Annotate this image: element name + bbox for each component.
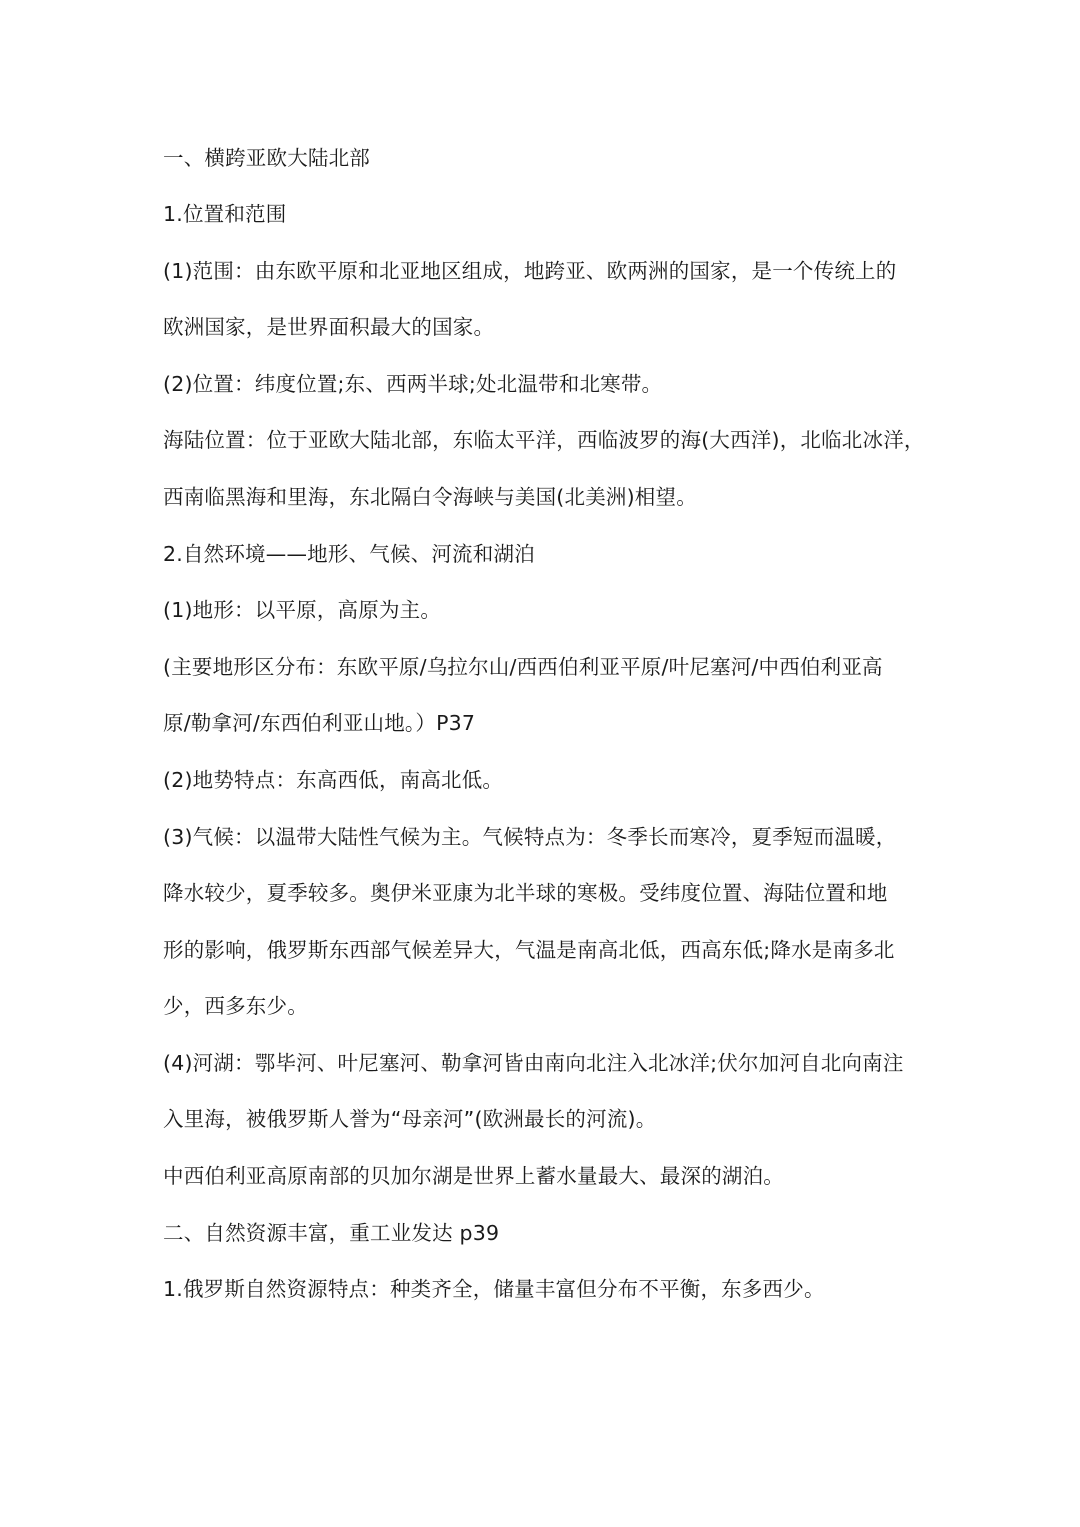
paragraph-line: (2)位置：纬度位置;东、西两半球;处北温带和北寒带。 — [163, 372, 663, 396]
paragraph-line: 降水较少，夏季较多。奥伊米亚康为北半球的寒极。受纬度位置、海陆位置和地 — [163, 881, 888, 905]
paragraph-line: (3)气候：以温带大陆性气候为主。气候特点为：冬季长而寒冷，夏季短而温暖， — [163, 825, 897, 849]
paragraph-line: 少，西多东少。 — [163, 994, 308, 1018]
paragraph-line: (2)地势特点：东高西低，南高北低。 — [163, 768, 504, 792]
paragraph-line: 形的影响，俄罗斯东西部气候差异大，气温是南高北低，西高东低;降水是南多北 — [163, 938, 895, 962]
heading-section-1: 一、横跨亚欧大陆北部 — [163, 146, 370, 170]
paragraph-line: (4)河湖：鄂毕河、叶尼塞河、勒拿河皆由南向北注入北冰洋;伏尔加河自北向南注 — [163, 1051, 904, 1075]
paragraph-line: 原/勒拿河/东西伯利亚山地。）P37 — [163, 711, 476, 735]
paragraph-line: (1)地形：以平原，高原为主。 — [163, 598, 442, 622]
heading-section-2: 二、自然资源丰富，重工业发达 p39 — [163, 1221, 500, 1245]
paragraph-line: (1)范围：由东欧平原和北亚地区组成，地跨亚、欧两洲的国家，是一个传统上的 — [163, 259, 897, 283]
paragraph-line: 1.俄罗斯自然资源特点：种类齐全，储量丰富但分布不平衡，东多西少。 — [163, 1277, 825, 1301]
subheading-location: 1.位置和范围 — [163, 202, 287, 226]
paragraph-line: 入里海，被俄罗斯人誉为“母亲河”(欧洲最长的河流)。 — [163, 1107, 657, 1131]
paragraph-line: (主要地形区分布：东欧平原/乌拉尔山/西西伯利亚平原/叶尼塞河/中西伯利亚高 — [163, 655, 883, 679]
paragraph-line: 中西伯利亚高原南部的贝加尔湖是世界上蓄水量最大、最深的湖泊。 — [163, 1164, 784, 1188]
paragraph-line: 欧洲国家，是世界面积最大的国家。 — [163, 315, 495, 339]
subheading-environment: 2.自然环境——地形、气候、河流和湖泊 — [163, 542, 535, 566]
paragraph-line: 海陆位置：位于亚欧大陆北部，东临太平洋，西临波罗的海(大西洋)，北临北冰洋， — [163, 428, 925, 452]
paragraph-line: 西南临黑海和里海，东北隔白令海峡与美国(北美洲)相望。 — [163, 485, 697, 509]
